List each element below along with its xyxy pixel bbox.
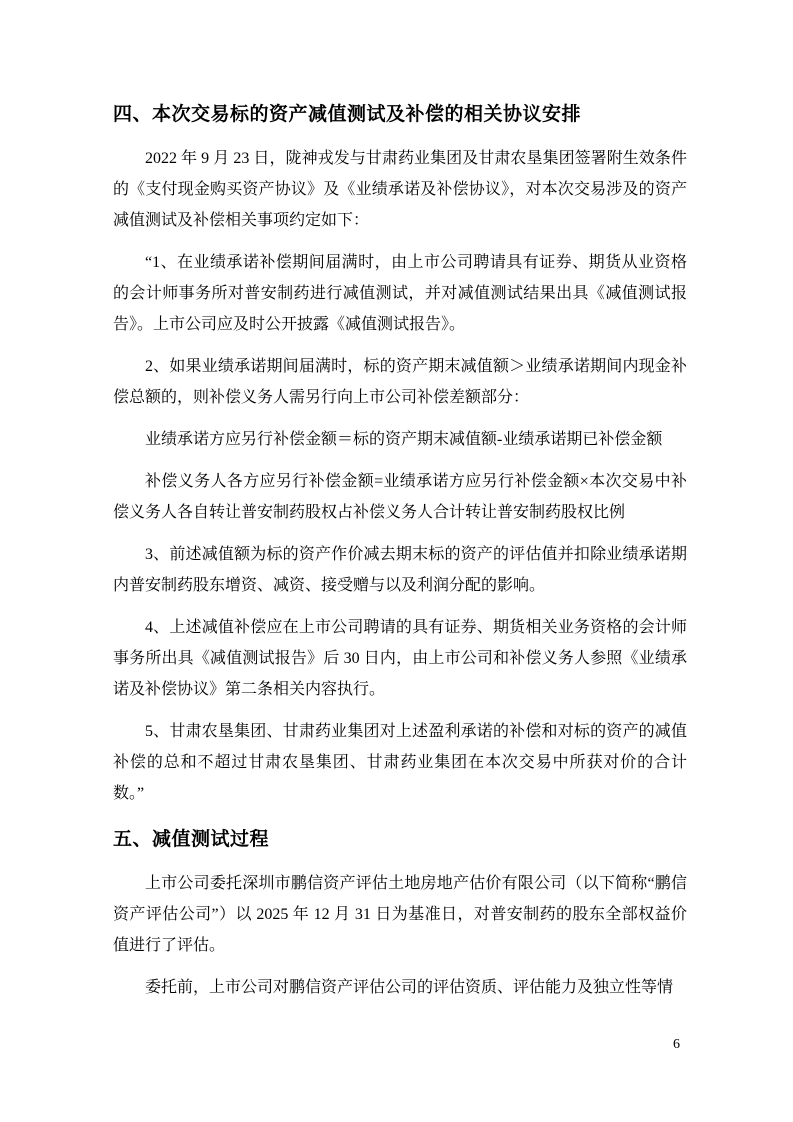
paragraph-intro: 2022 年 9 月 23 日，陇神戎发与甘肃药业集团及甘肃农垦集团签署附生效条件的《支付现金购买资产协议》及《业绩承诺及补偿协议》，对本次交易涉及的资产减值测试及补偿相关事项约定如下： bbox=[113, 150, 687, 229]
paragraph-clause-3: 3、前述减值额为标的资产作价减去期末标的资产的评估值并扣除业绩承诺期内普安制药股东增资、减资、接受赠与以及利润分配的影响。 bbox=[113, 546, 687, 594]
paragraph-clause-4: 4、上述减值补偿应在上市公司聘请的具有证券、期货相关业务资格的会计师事务所出具《减值测试报告》后 30 日内，由上市公司和补偿义务人参照《业绩承诺及补偿协议》第二条相关内容执行。 bbox=[113, 619, 687, 698]
paragraph-clause-5: 5、甘肃农垦集团、甘肃药业集团对上述盈利承诺的补偿和对标的资产的减值补偿的总和不超过甘肃农垦集团、甘肃药业集团在本次交易中所获对价的合计数。” bbox=[113, 723, 687, 802]
section-heading-4: 四、本次交易标的资产减值测试及补偿的相关协议安排 bbox=[113, 104, 582, 125]
paragraph-valuation-engagement: 上市公司委托深圳市鹏信资产评估土地房地产估价有限公司（以下简称“鹏信资产评估公司”）以 2025 年 12 月 31 日为基准日，对普安制药的股东全部权益价值进行了评估。 bbox=[113, 875, 687, 954]
formula-compensation-amount: 业绩承诺方应另行补偿金额＝标的资产期末减值额-业绩承诺期已补偿金额 bbox=[145, 431, 663, 448]
page-number: 6 bbox=[673, 1037, 680, 1052]
paragraph-clause-2: 2、如果业绩承诺期间届满时，标的资产期末减值额＞业绩承诺期间内现金补偿总额的，则补偿义务人需另行向上市公司补偿差额部分： bbox=[113, 358, 687, 406]
formula-obligor-share: 补偿义务人各方应另行补偿金额=业绩承诺方应另行补偿金额×本次交易中补偿义务人各自转让普安制药股权占补偿义务人合计转让普安制药股权比例 bbox=[113, 473, 687, 521]
paragraph-pre-engagement-review: 委托前，上市公司对鹏信资产评估公司的评估资质、评估能力及独立性等情 bbox=[145, 979, 674, 996]
paragraph-clause-1: “1、在业绩承诺补偿期间届满时，由上市公司聘请具有证券、期货从业资格的会计师事务所对普安制药进行减值测试，并对减值测试结果出具《减值测试报告》。上市公司应及时公开披露《减值测试报告》。 bbox=[113, 254, 687, 333]
section-heading-5: 五、减值测试过程 bbox=[113, 829, 270, 850]
